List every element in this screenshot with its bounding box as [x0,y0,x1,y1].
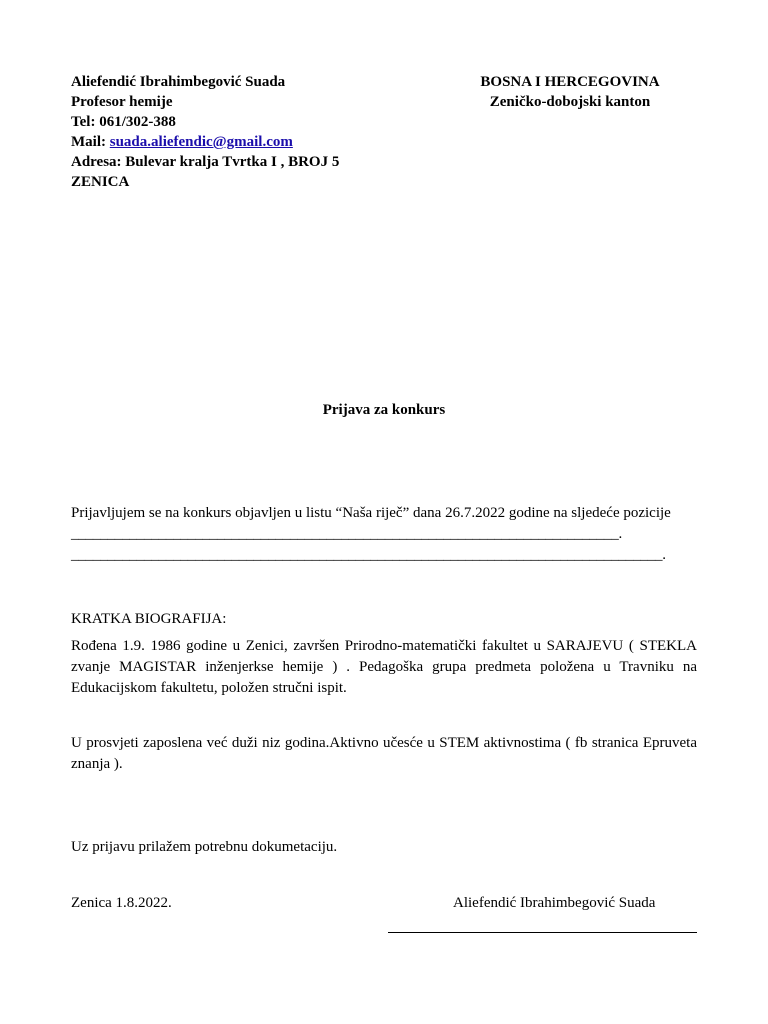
sender-mail-label: Mail: [71,134,110,150]
biography-heading: KRATKA BIOGRAFIJA: [71,611,227,627]
sender-phone: Tel: 061/302-388 [71,114,176,130]
attachment-note: Uz prijavu prilažem potrebnu dokumetaciju. [71,839,338,855]
document-title: Prijava za konkurs [322,402,446,418]
sender-mail-row [71,132,339,152]
intro-paragraph: Prijavljujem se na konkurs objavljen u listu “Naša riječ” dana 26.7.2022 godine na sljedeće pozicije [71,505,671,521]
place-and-date: Zenica 1.8.2022. [71,895,172,911]
region-country: BOSNA I HERCEGOVINA [480,74,660,90]
sender-name: Aliefendić Ibrahimbegović Suada [71,74,286,90]
biography-paragraph: Rođena 1.9. 1986 godine u Zenici, završen Prirodno-matematički fakultet u SARAJEVU ( STEKLA zvanje MAGISTAR inženjerkse hemije ) . Pedagoška grupa predmeta položena u Travniku na Edukacijskom fakultetu, položen stručni ispit. [71,638,697,696]
employment-paragraph: U prosvjeti zaposlena već duži niz godina.Aktivno učesće u STEM aktivnostima ( fb stranica Epruveta znanja ). [71,735,697,772]
sender-profession: Profesor hemije [71,94,173,110]
sender-block [71,72,339,192]
position-blank-line-2: _________________________________________________________________________________. [71,547,666,563]
sender-city: ZENICA [71,174,130,190]
region-block [470,72,670,112]
sender-email-link[interactable]: suada.aliefendic@gmail.com [109,134,293,150]
region-canton: Zeničko-dobojski kanton [489,94,651,110]
position-blank-line-1: ___________________________________________________________________________. [71,526,623,542]
signature-name: Aliefendić Ibrahimbegović Suada [453,895,656,911]
sender-address: Adresa: Bulevar kralja Tvrtka I , BROJ 5 [71,154,340,170]
signature-line [388,932,697,933]
